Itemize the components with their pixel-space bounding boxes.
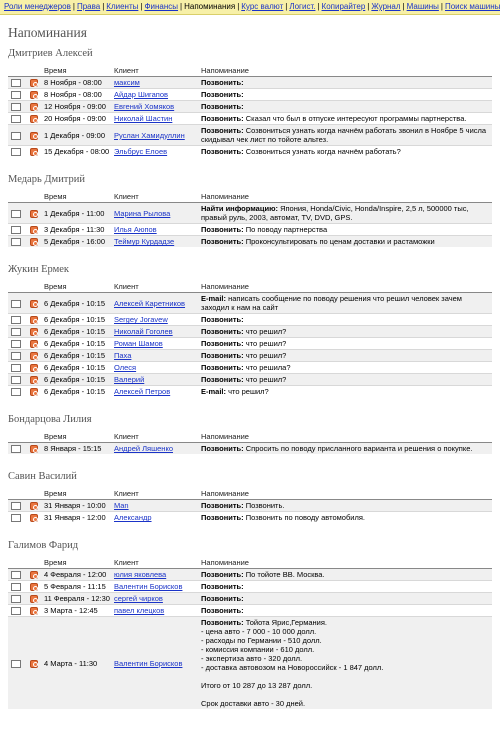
- client-link[interactable]: максим: [114, 78, 140, 87]
- reminder-note-line: [201, 672, 490, 681]
- reminder-note: что решил?: [245, 339, 287, 349]
- manager-section: [8, 173, 492, 247]
- reminder-text: [201, 314, 492, 326]
- client-link[interactable]: Теймур Курдадзе: [114, 237, 175, 247]
- table-row: [8, 113, 492, 125]
- column-header-reminder: Напоминание: [201, 432, 249, 442]
- reminder-note: что решил?: [245, 375, 287, 385]
- reminder-note: Спросить по поводу присланного варианта и решения о покупке.: [245, 444, 473, 454]
- table-row: [8, 386, 492, 398]
- table-row: [8, 236, 492, 248]
- row-checkbox[interactable]: [11, 388, 21, 396]
- reminder-text: [201, 203, 492, 224]
- reminder-type: Позвонить:: [201, 114, 244, 124]
- nav-item-10[interactable]: Поиск машины: [444, 2, 500, 11]
- alarm-clock-icon[interactable]: [30, 79, 38, 87]
- row-checkbox[interactable]: [11, 300, 21, 308]
- reminder-note-line: Итого от 10 287 до 13 287 долл.: [201, 681, 313, 691]
- reminder-time: 6 Декабря - 10:15: [44, 339, 105, 349]
- nav-item-1[interactable]: Права: [76, 2, 101, 11]
- alarm-clock-icon[interactable]: [30, 445, 38, 453]
- nav-separator: |: [237, 2, 240, 11]
- column-header-blank: [8, 489, 30, 500]
- reminder-time: 8 Ноября - 08:00: [44, 90, 102, 100]
- table-row: [8, 77, 492, 89]
- alarm-clock-icon[interactable]: [30, 388, 38, 396]
- reminder-note: Сказал что был в отпуске интересуют программы партнерства.: [245, 114, 467, 124]
- table-row: [8, 362, 492, 374]
- reminder-type: E-mail:: [201, 294, 227, 304]
- reminder-text: [201, 362, 492, 374]
- nav-separator: |: [180, 2, 183, 11]
- column-header-time: Время: [44, 66, 67, 75]
- column-header-client: Клиент: [114, 432, 139, 442]
- table-row: [8, 593, 492, 605]
- alarm-clock-icon[interactable]: [30, 364, 38, 372]
- nav-item-3[interactable]: Финансы: [144, 2, 179, 11]
- reminder-type: Найти информацию:: [201, 204, 278, 214]
- reminder-text: [201, 386, 492, 398]
- client-link[interactable]: павел клецков: [114, 606, 165, 616]
- reminder-type: Позвонить:: [201, 582, 244, 592]
- client-link[interactable]: Man: [114, 501, 129, 511]
- reminder-time: 3 Декабря - 11:30: [44, 225, 105, 235]
- table-row: [8, 581, 492, 593]
- reminder-note: что решил?: [228, 387, 269, 397]
- nav-separator: |: [367, 2, 370, 11]
- column-header-blank: [30, 558, 44, 569]
- row-checkbox[interactable]: [11, 340, 21, 348]
- column-header-client: Клиент: [114, 489, 139, 499]
- column-header-time: Время: [44, 489, 67, 499]
- column-header-client: Клиент: [114, 558, 139, 568]
- reminder-text: [201, 443, 492, 455]
- reminder-note: написать сообщение по поводу решения что решил человек зачем заходил к нам на сайт: [201, 294, 462, 313]
- column-header-client: Клиент: [114, 192, 139, 202]
- row-checkbox[interactable]: [11, 502, 21, 510]
- reminder-type: Позвонить:: [201, 102, 244, 112]
- client-link[interactable]: Николай Гоголев: [114, 327, 173, 337]
- manager-section: [8, 539, 492, 709]
- reminder-type: Позвонить:: [201, 78, 244, 87]
- client-link[interactable]: юлия яковлева: [114, 570, 167, 580]
- manager-section: [8, 47, 492, 157]
- alarm-clock-icon[interactable]: [30, 238, 38, 246]
- table-row: [8, 146, 492, 158]
- column-header-blank: [8, 558, 30, 569]
- reminder-text: [201, 581, 492, 593]
- reminder-time: 4 Марта - 11:30: [44, 658, 98, 668]
- client-link[interactable]: Роман Шамов: [114, 339, 163, 349]
- reminder-type: Позвонить:: [201, 594, 244, 604]
- reminder-note: Позвонить.: [245, 501, 285, 511]
- reminder-time: 8 Января - 15:15: [44, 444, 102, 454]
- row-checkbox[interactable]: [11, 316, 21, 324]
- alarm-clock-icon[interactable]: [30, 91, 38, 99]
- client-link[interactable]: Валентин Борисков: [114, 658, 183, 668]
- column-header-reminder: Напоминание: [201, 66, 249, 75]
- nav-item-8[interactable]: Журнал: [371, 2, 401, 11]
- row-checkbox[interactable]: [11, 226, 21, 234]
- reminder-type: Позвонить:: [201, 501, 244, 511]
- client-link[interactable]: Андрей Ляшенко: [114, 444, 173, 454]
- row-checkbox[interactable]: [11, 148, 21, 156]
- reminders-list: [0, 47, 500, 709]
- reminder-note: Проконсультировать по ценам доставки и растаможки: [245, 237, 435, 247]
- reminder-text: [201, 113, 492, 125]
- row-checkbox[interactable]: [11, 583, 21, 591]
- reminders-table: [8, 192, 492, 247]
- reminder-time: 11 Февраля - 12:30: [44, 594, 110, 604]
- reminder-note: что решил?: [245, 327, 287, 337]
- reminders-table: [8, 432, 492, 454]
- reminder-type: Позвонить:: [201, 375, 244, 385]
- reminder-time: 6 Декабря - 10:15: [44, 387, 105, 397]
- manager-section: [8, 413, 492, 454]
- reminder-type: Позвонить:: [201, 90, 244, 100]
- table-row: [8, 350, 492, 362]
- reminder-note: Япония, Honda/Civic, Honda/Inspire, 2,5 л, 500000 тыс, правый руль, 2003, автомат, TV, DVD, GPS.: [201, 204, 469, 223]
- reminder-note: Созвониться узнать когда начнём работать звонил в Ноябре 5 числа скидывал чек лист по тойоте альтез.: [201, 126, 487, 145]
- reminder-time: 1 Декабря - 11:00: [44, 208, 105, 218]
- reminder-time: 8 Ноября - 08:00: [44, 78, 102, 87]
- client-link[interactable]: Илья Аюпов: [114, 225, 157, 235]
- reminder-time: 12 Ноября - 09:00: [44, 102, 106, 112]
- client-link[interactable]: Марина Рылова: [114, 208, 171, 218]
- alarm-clock-icon[interactable]: [30, 660, 38, 668]
- client-link[interactable]: Эльбрус Елоев: [114, 147, 168, 157]
- table-row: [8, 605, 492, 617]
- reminder-type: Позвонить:: [201, 444, 244, 454]
- alarm-clock-icon[interactable]: [30, 340, 38, 348]
- manager-name: Бондарцова Лилия: [8, 414, 92, 426]
- table-row: [8, 101, 492, 113]
- client-link[interactable]: Айдар Шигапов: [114, 90, 169, 100]
- reminder-text: [201, 512, 492, 524]
- nav-separator: |: [402, 2, 405, 11]
- column-header-blank: [8, 432, 30, 443]
- reminder-time: 31 Января - 12:00: [44, 513, 106, 523]
- reminder-time: 6 Декабря - 10:15: [44, 375, 105, 385]
- table-row: [8, 569, 492, 581]
- column-header-time: Время: [44, 192, 67, 202]
- reminder-time: 6 Декабря - 10:15: [44, 351, 105, 361]
- column-header-reminder: Напоминание: [201, 192, 249, 202]
- table-row: [8, 326, 492, 338]
- table-row: [8, 374, 492, 386]
- column-header-blank: [8, 282, 30, 293]
- alarm-clock-icon[interactable]: [30, 316, 38, 324]
- row-checkbox[interactable]: [11, 210, 21, 218]
- reminder-note: Позвонить по поводу автомобиля.: [245, 513, 365, 523]
- reminder-time: 15 Декабря - 08:00: [44, 147, 110, 157]
- reminder-type: Позвонить:: [201, 315, 244, 325]
- reminder-note: По поводу партнерства: [245, 225, 328, 235]
- reminder-type: Позвонить:: [201, 570, 244, 580]
- nav-item-4: Напоминания: [184, 2, 236, 11]
- table-row: [8, 338, 492, 350]
- reminder-time: 6 Декабря - 10:15: [44, 363, 105, 373]
- row-checkbox[interactable]: [11, 514, 21, 522]
- reminder-type: Позвонить:: [201, 225, 244, 235]
- reminder-note-line: - цена авто - 7 000 - 10 000 долл.: [201, 627, 317, 637]
- alarm-clock-icon[interactable]: [30, 328, 38, 336]
- client-link[interactable]: Валерий: [114, 375, 145, 385]
- column-header-time: Время: [44, 432, 67, 442]
- reminder-time: 6 Декабря - 10:15: [44, 298, 105, 308]
- nav-item-5[interactable]: Курс валют: [241, 2, 284, 11]
- column-header-blank: [30, 282, 44, 293]
- nav-item-2[interactable]: Клиенты: [106, 2, 139, 11]
- reminder-note-line: - расходы по Германии - 510 долл.: [201, 636, 322, 646]
- manager-section: [8, 470, 492, 523]
- alarm-clock-icon[interactable]: [30, 607, 38, 615]
- nav-separator: |: [102, 2, 105, 11]
- manager-name: Дмитриев Алексей: [8, 48, 93, 59]
- reminder-text: [201, 617, 492, 710]
- alarm-clock-icon[interactable]: [30, 514, 38, 522]
- manager-section: [8, 263, 492, 397]
- row-checkbox[interactable]: [11, 132, 21, 140]
- table-row: [8, 617, 492, 710]
- reminder-note: что решила?: [245, 363, 291, 373]
- reminder-text: [201, 146, 492, 158]
- nav-item-7[interactable]: Копирайтер: [321, 2, 366, 11]
- column-header-client: Клиент: [114, 282, 139, 292]
- reminder-time: 31 Января - 10:00: [44, 501, 106, 511]
- reminder-type: Позвонить:: [201, 606, 244, 616]
- alarm-clock-icon[interactable]: [30, 376, 38, 384]
- table-row: [8, 125, 492, 146]
- reminder-note: По тойоте ВВ. Москва.: [245, 570, 325, 580]
- table-row: [8, 203, 492, 224]
- reminder-text: [201, 569, 492, 581]
- table-row: [8, 224, 492, 236]
- reminder-type: Позвонить:: [201, 327, 244, 337]
- nav-separator: |: [285, 2, 288, 11]
- reminder-time: 6 Декабря - 10:15: [44, 315, 105, 325]
- manager-name: Савин Василий: [8, 471, 77, 483]
- table-row: [8, 512, 492, 524]
- column-header-blank: [8, 192, 30, 203]
- reminder-text: [201, 374, 492, 386]
- reminder-text: [201, 293, 492, 314]
- column-header-blank: [30, 66, 44, 77]
- reminder-note: Созвониться узнать когда начнём работать?: [245, 147, 401, 157]
- reminder-type: Позвонить:: [201, 513, 244, 523]
- row-checkbox[interactable]: [11, 328, 21, 336]
- row-checkbox[interactable]: [11, 595, 21, 603]
- reminder-time: 6 Декабря - 10:15: [44, 327, 105, 337]
- column-header-time: Время: [44, 282, 67, 292]
- row-checkbox[interactable]: [11, 91, 21, 99]
- client-link[interactable]: Олеся: [114, 363, 137, 373]
- reminders-table: [8, 282, 492, 397]
- reminder-time: 5 Февраля - 11:15: [44, 582, 106, 592]
- reminder-type: Позвонить:: [201, 147, 244, 157]
- alarm-clock-icon[interactable]: [30, 210, 38, 218]
- alarm-clock-icon[interactable]: [30, 571, 38, 579]
- alarm-clock-icon[interactable]: [30, 502, 38, 510]
- reminder-time: 1 Декабря - 09:00: [44, 130, 105, 140]
- reminder-text: [201, 89, 492, 101]
- row-checkbox[interactable]: [11, 571, 21, 579]
- reminder-time: 4 Февраля - 12:00: [44, 570, 107, 580]
- reminder-text: [201, 101, 492, 113]
- client-link[interactable]: Николай Шастин: [114, 114, 173, 124]
- reminder-note: что решил?: [245, 351, 287, 361]
- table-row: [8, 500, 492, 512]
- client-link[interactable]: Sergey Joravew: [114, 315, 168, 325]
- reminder-text: [201, 338, 492, 350]
- reminder-text: [201, 350, 492, 362]
- column-header-time: Время: [44, 558, 67, 568]
- reminder-note-line: - комиссия компании - 610 долл.: [201, 645, 315, 655]
- row-checkbox[interactable]: [11, 238, 21, 246]
- column-header-blank: [30, 489, 44, 500]
- alarm-clock-icon[interactable]: [30, 583, 38, 591]
- row-checkbox[interactable]: [11, 352, 21, 360]
- reminder-text: [201, 224, 492, 236]
- alarm-clock-icon[interactable]: [30, 595, 38, 603]
- column-header-reminder: Напоминание: [201, 489, 249, 499]
- reminder-time: 3 Марта - 12:45: [44, 606, 98, 616]
- row-checkbox[interactable]: [11, 607, 21, 615]
- table-row: [8, 89, 492, 101]
- reminder-type: Позвонить:: [201, 339, 244, 349]
- client-link[interactable]: Алексей Каретников: [114, 298, 186, 308]
- alarm-clock-icon[interactable]: [30, 352, 38, 360]
- reminder-type: Позвонить:: [201, 363, 244, 373]
- client-link[interactable]: Евгений Хомяков: [114, 102, 175, 112]
- alarm-clock-icon[interactable]: [30, 148, 38, 156]
- reminder-text: [201, 326, 492, 338]
- nav-item-0[interactable]: Роли менеджеров: [4, 2, 71, 11]
- alarm-clock-icon[interactable]: [30, 300, 38, 308]
- row-checkbox[interactable]: [11, 79, 21, 87]
- reminder-time: 20 Ноября - 09:00: [44, 114, 106, 124]
- column-header-reminder: Напоминание: [201, 558, 249, 568]
- reminder-type: E-mail:: [201, 387, 227, 397]
- table-row: [8, 443, 492, 455]
- alarm-clock-icon[interactable]: [30, 226, 38, 234]
- client-link[interactable]: Паха: [114, 351, 132, 361]
- nav-separator: |: [140, 2, 143, 11]
- table-row: [8, 293, 492, 314]
- alarm-clock-icon[interactable]: [30, 103, 38, 111]
- nav-item-9[interactable]: Машины: [406, 2, 439, 11]
- page-title: Напоминания: [8, 25, 87, 40]
- column-header-blank: [30, 192, 44, 203]
- manager-name: Жукин Ермек: [8, 264, 70, 276]
- client-link[interactable]: Алексей Петров: [114, 387, 171, 397]
- reminder-note-line: - экспертиза авто - 320 долл.: [201, 654, 303, 664]
- top-nav: [0, 0, 500, 15]
- alarm-clock-icon[interactable]: [30, 132, 38, 140]
- row-checkbox[interactable]: [11, 660, 21, 668]
- client-link[interactable]: Валентин Борисков: [114, 582, 183, 592]
- reminders-table: [8, 489, 492, 523]
- nav-separator: |: [440, 2, 443, 11]
- table-row: [8, 314, 492, 326]
- alarm-clock-icon[interactable]: [30, 115, 38, 123]
- manager-name: Галимов Фарид: [8, 540, 79, 552]
- client-link[interactable]: Руслан Хамидуллин: [114, 130, 185, 140]
- row-checkbox[interactable]: [11, 364, 21, 372]
- column-header-blank: [30, 432, 44, 443]
- reminder-time: 5 Декабря - 16:00: [44, 237, 105, 247]
- client-link[interactable]: сергей чирков: [114, 594, 163, 604]
- row-checkbox[interactable]: [11, 115, 21, 123]
- reminder-note-line: [201, 690, 490, 699]
- column-header-client: Клиент: [114, 66, 139, 75]
- client-link[interactable]: Александр: [114, 513, 152, 523]
- nav-item-6[interactable]: Логист.: [289, 2, 316, 11]
- reminders-table: [8, 558, 492, 709]
- reminder-text: [201, 500, 492, 512]
- column-header-blank: [8, 66, 30, 77]
- nav-separator: |: [317, 2, 320, 11]
- reminder-text: [201, 77, 492, 89]
- reminder-text: [201, 593, 492, 605]
- reminder-text: [201, 605, 492, 617]
- reminder-type: Позвонить:: [201, 618, 244, 628]
- reminder-note-line: - доставка автовозом на Новороссийск - 1 847 долл.: [201, 663, 384, 673]
- row-checkbox[interactable]: [11, 103, 21, 111]
- reminder-type: Позвонить:: [201, 351, 244, 361]
- reminder-type: Позвонить:: [201, 237, 244, 247]
- reminder-note: Тойота Ярис,Германия.: [245, 618, 328, 628]
- reminder-text: [201, 125, 492, 146]
- reminder-note-line: Срок доставки авто - 30 дней.: [201, 699, 306, 709]
- row-checkbox[interactable]: [11, 376, 21, 384]
- column-header-reminder: Напоминание: [201, 282, 249, 292]
- reminder-text: [201, 236, 492, 248]
- manager-name: Медарь Дмитрий: [8, 174, 86, 186]
- reminders-table: [8, 66, 492, 157]
- row-checkbox[interactable]: [11, 445, 21, 453]
- reminder-type: Позвонить:: [201, 126, 244, 136]
- nav-separator: |: [72, 2, 75, 11]
